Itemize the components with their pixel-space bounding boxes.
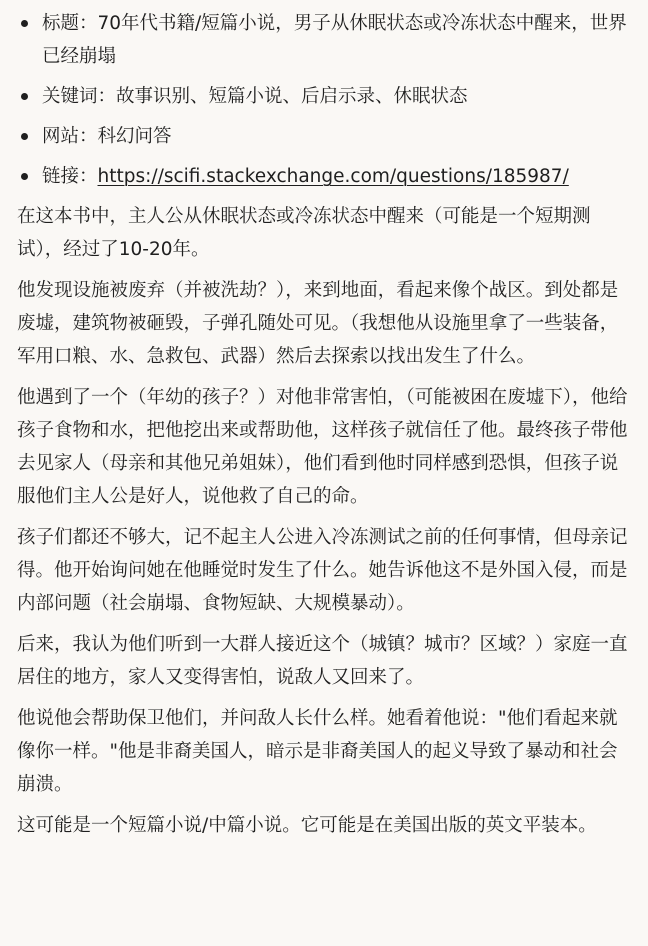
meta-value: 科幻问答 [97, 126, 172, 147]
meta-label: 关键词： [42, 86, 117, 107]
paragraph: 在这本书中，主人公从休眠状态或冷冻状态中醒来（可能是一个短期测试），经过了10-20年。 [17, 206, 591, 260]
meta-item-site [17, 120, 634, 153]
paragraph: 他遇到了一个（年幼的孩子？）对他非常害怕，（可能被困在废墟下），他给孩子食物和水，把他挖出来或帮助他，这样孩子就信任了他。最终孩子带他去见家人（母亲和其他兄弟姐妹），他们看到他时同样感到恐惧，但孩子说服他们主人公是好人，说他救了自己的命。 [17, 387, 628, 507]
paragraph: 他说他会帮助保卫他们，并问敌人长什么样。她看着他说："他们看起来就像你一样。"他是非裔美国人，暗示是非裔美国人的起义导致了暴动和社会崩溃。 [17, 708, 618, 795]
bullet-icon [21, 173, 28, 180]
meta-label: 链接： [42, 166, 98, 187]
paragraph: 他发现设施被废弃（并被洗劫？），来到地面，看起来像个战区。到处都是废墟，建筑物被砸毁，子弹孔随处可见。（我想他从设施里拿了一些装备，军用口粮、水、急救包、武器）然后去探索以找出发生了什么。 [17, 280, 619, 367]
meta-item-link [17, 160, 634, 193]
bullet-icon [21, 20, 28, 27]
metadata-list [17, 7, 634, 193]
question-link[interactable]: https://scifi.stackexchange.com/questions/185987/ [97, 166, 569, 187]
meta-value: 70年代书籍/短篇小说，男子从休眠状态或冷冻状态中醒来，世界已经崩塌 [42, 13, 627, 67]
bullet-icon [21, 93, 28, 100]
paragraph: 后来，我认为他们听到一大群人接近这个（城镇？城市？区域？）家庭一直居住的地方，家人又变得害怕，说敌人又回来了。 [17, 634, 628, 688]
meta-label: 标题： [42, 13, 98, 34]
paragraph: 孩子们都还不够大，记不起主人公进入冷冻测试之前的任何事情，但母亲记得。他开始询问她在他睡觉时发生了什么。她告诉他这不是外国入侵，而是内部问题（社会崩塌、食物短缺、大规模暴动）。 [17, 527, 628, 614]
bullet-icon [21, 133, 28, 140]
meta-item-keywords [17, 80, 634, 113]
meta-item-title [17, 7, 634, 73]
meta-label: 网站： [42, 126, 98, 147]
paragraph: 这可能是一个短篇小说/中篇小说。它可能是在美国出版的英文平装本。 [17, 815, 597, 836]
meta-value: 故事识别、短篇小说、后启示录、休眠状态 [116, 86, 468, 107]
